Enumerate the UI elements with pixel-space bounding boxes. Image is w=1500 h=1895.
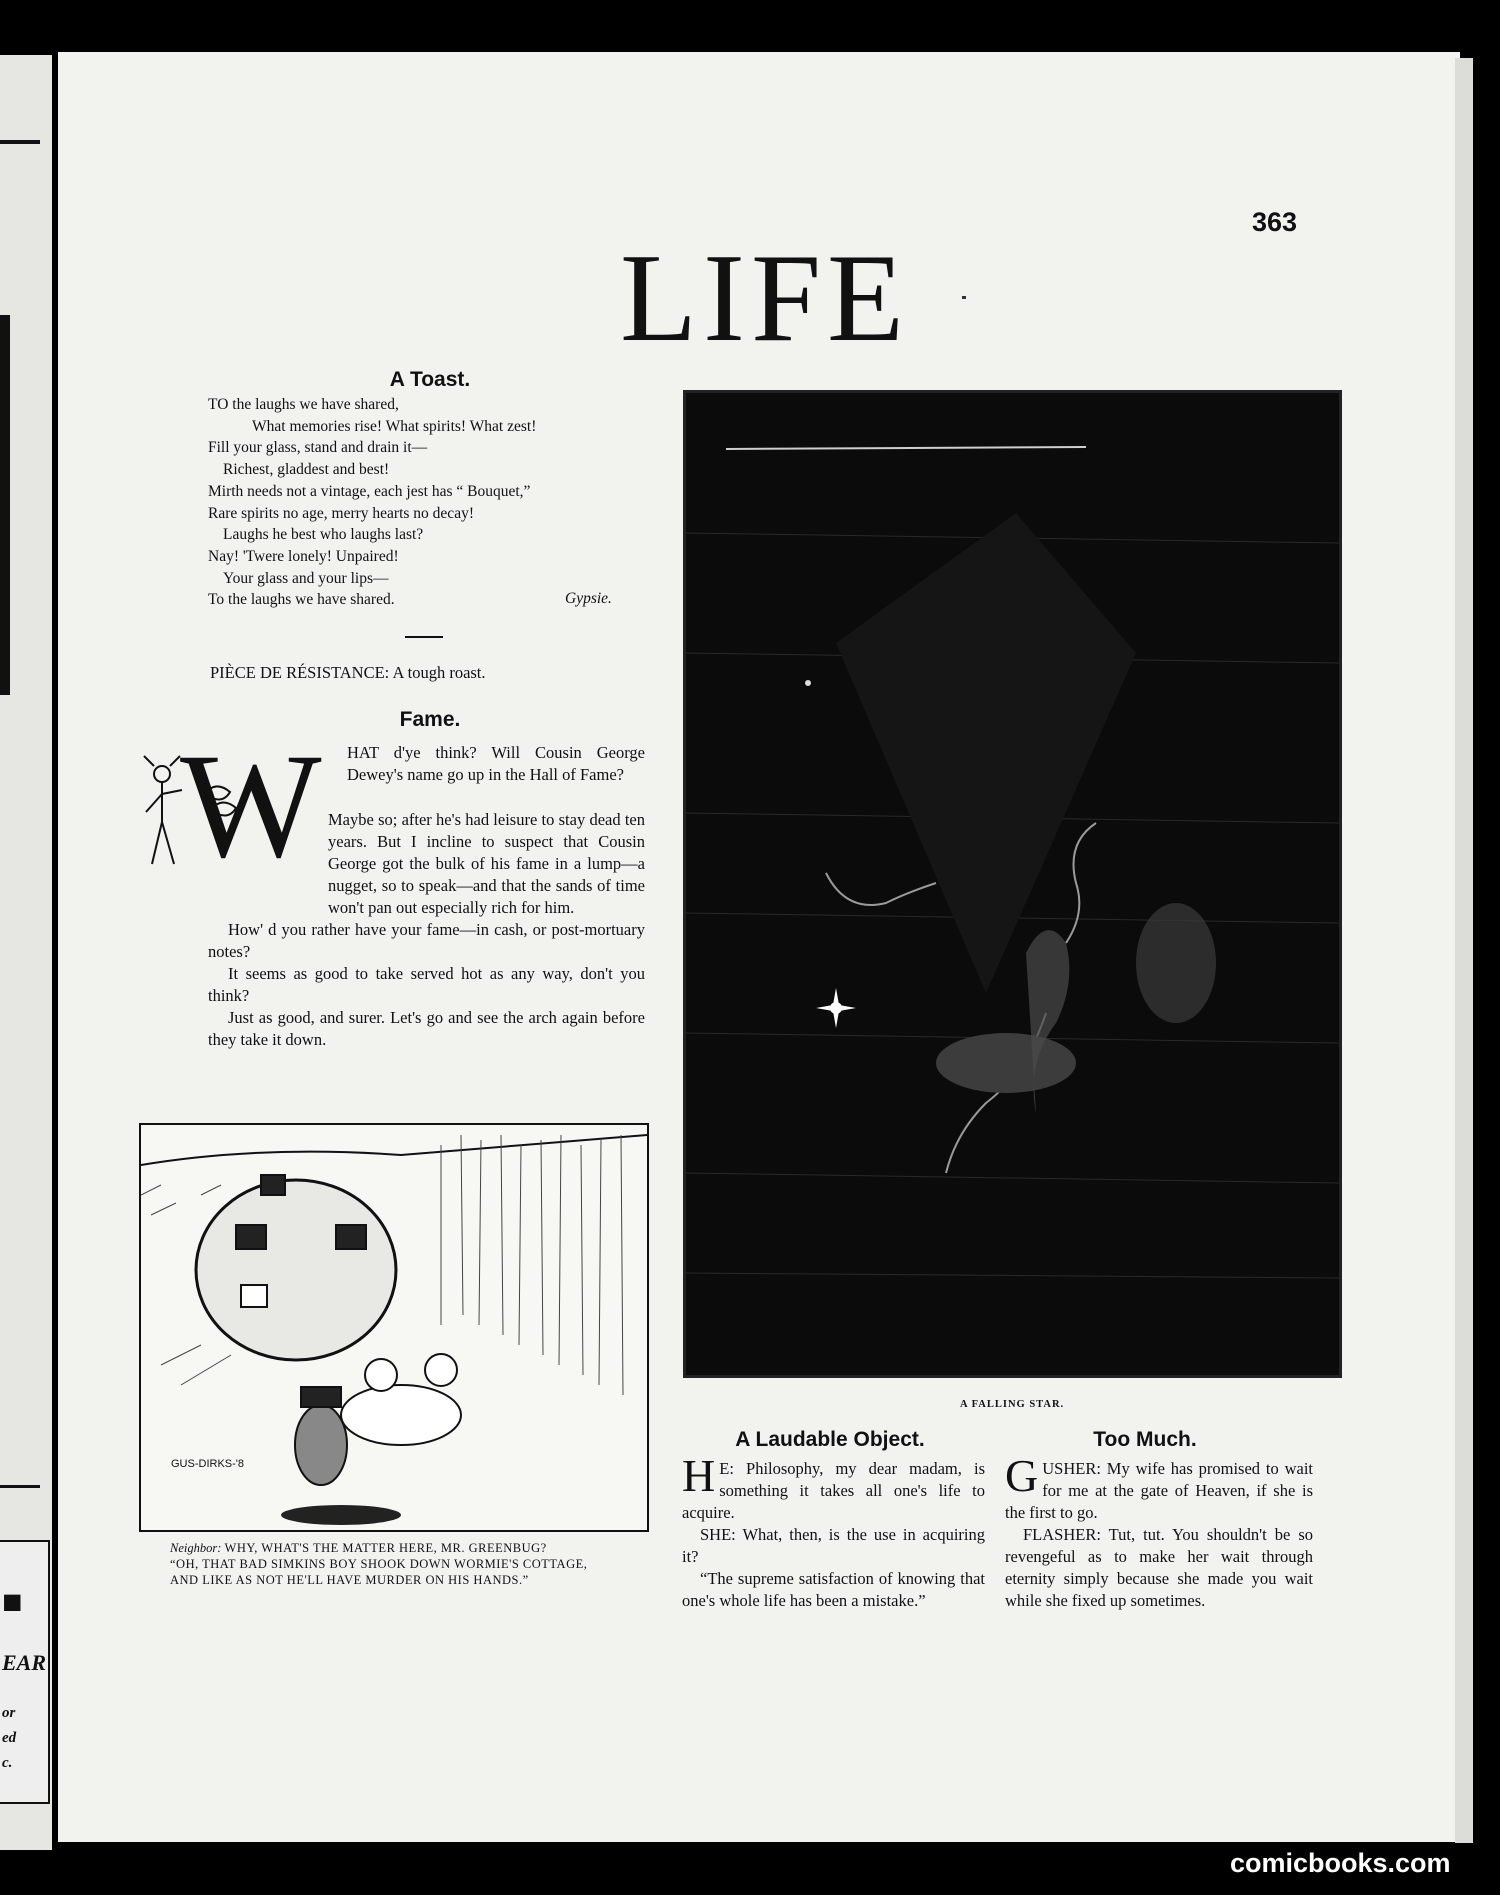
- toast-title: A Toast.: [389, 368, 471, 391]
- fame-paragraph-text: HAT d'ye think? Will Cousin George Dewey's name go up in the Hall of Fame?: [347, 743, 645, 784]
- laudable-title: A Laudable Object.: [735, 1428, 925, 1451]
- too-much-dialogue: [1005, 1450, 1314, 1612]
- fame-paragraph: [208, 809, 645, 1051]
- cartoon-signature: GUS-DIRKS-'8: [171, 1458, 244, 1470]
- speaker-label: USHER:: [1042, 1459, 1101, 1478]
- toast-poem: [208, 394, 648, 611]
- poem-line: TO the laughs we have shared,: [208, 396, 399, 413]
- too-much-title: Too Much.: [1093, 1428, 1197, 1451]
- masthead-title: LIFE: [620, 229, 910, 368]
- poem-line: What memories rise! What spirits! What zest!: [252, 417, 537, 435]
- cartoon-caption: [140, 1540, 650, 1588]
- poem-line: Rare spirits no age, merry hearts no decay!: [208, 504, 474, 522]
- section-rule: [405, 636, 443, 638]
- left-page-border: [0, 315, 10, 695]
- fame-paragraph-text: Maybe so; after he's had leisure to stay dead ten years. But I incline to suspect that Cousin George got the bulk of his fame in a lump—a nugget, so to speak—and that the sands of time won't pan out especially rich for him.: [328, 810, 645, 917]
- poem-line: Your glass and your lips—: [223, 569, 389, 587]
- divider: [0, 1485, 40, 1488]
- laudable-dialogue: [682, 1450, 985, 1612]
- caption-line: “OH, THAT BAD SIMKINS BOY SHOOK DOWN WORMIE'S COTTAGE,: [170, 1557, 588, 1571]
- caption-speaker: Neighbor:: [170, 1541, 222, 1555]
- fame-paragraph-text: How' d you rather have your fame—in cash, or post-mortuary notes?: [208, 920, 645, 961]
- fame-paragraph: [347, 742, 645, 786]
- beetle-cartoon-illustration: [139, 1123, 649, 1532]
- dialogue-text: My wife has promised to wait for me at the gate of Heaven, if she is the first to go.: [1005, 1459, 1314, 1522]
- toast-signature: Gypsie.: [565, 590, 612, 607]
- drop-cap-g: G: [1005, 1450, 1039, 1501]
- illustration-caption: A FALLING STAR.: [960, 1399, 1065, 1410]
- drop-cap-h: H: [682, 1450, 716, 1501]
- speaker-label: E:: [719, 1459, 734, 1478]
- dialogue-text: What, then, is the use in acquiring it?: [682, 1525, 985, 1566]
- caption-line: WHY, WHAT'S THE MATTER HERE, MR. GREENBUG?: [224, 1541, 547, 1555]
- dialogue-text: Tut, tut. You shouldn't be so revengeful as to make her wait through eternity simply because she made you wait while she fixed up sometimes.: [1005, 1525, 1313, 1610]
- left-page-ad-fragment: ■ EAR or ed c.: [0, 1540, 50, 1804]
- poem-line: To the laughs we have shared.: [208, 591, 395, 609]
- poem-line: Nay! 'Twere lonely! Unpaired!: [208, 547, 399, 565]
- dialogue-text: Philosophy, my dear madam, is something it takes all one's life to acquire.: [682, 1459, 985, 1522]
- dialogue-text: “The supreme satisfaction of knowing that one's whole life has been a mistake.”: [682, 1569, 985, 1610]
- poem-line: Mirth needs not a vintage, each jest has “ Bouquet,”: [208, 482, 531, 500]
- divider: [0, 140, 40, 144]
- left-page-edge: [0, 55, 52, 1850]
- fame-title: Fame.: [399, 708, 461, 731]
- page-edge: [1455, 58, 1473, 1843]
- piece-de-resistance: PIÈCE DE RÉSISTANCE: A tough roast.: [210, 663, 486, 682]
- fame-paragraph-text: Just as good, and surer. Let's go and see the arch again before they take it down.: [208, 1008, 645, 1049]
- watermark: comicbooks.com: [1230, 1848, 1451, 1878]
- poem-line: Richest, gladdest and best!: [223, 461, 390, 479]
- caption-line: AND LIKE AS NOT HE'LL HAVE MURDER ON HIS HANDS.”: [170, 1573, 529, 1587]
- poem-line: Laughs he best who laughs last?: [223, 526, 424, 544]
- ink-speck: [962, 296, 966, 299]
- fame-paragraph-text: It seems as good to take served hot as any way, don't you think?: [208, 964, 645, 1005]
- poem-line: Fill your glass, stand and drain it—: [208, 439, 428, 457]
- drop-cap-w: W: [180, 723, 322, 889]
- speaker-label: FLASHER:: [1023, 1525, 1101, 1544]
- falling-star-illustration: [683, 390, 1342, 1378]
- speaker-label: SHE:: [700, 1525, 736, 1544]
- page-number: 363: [1252, 207, 1298, 237]
